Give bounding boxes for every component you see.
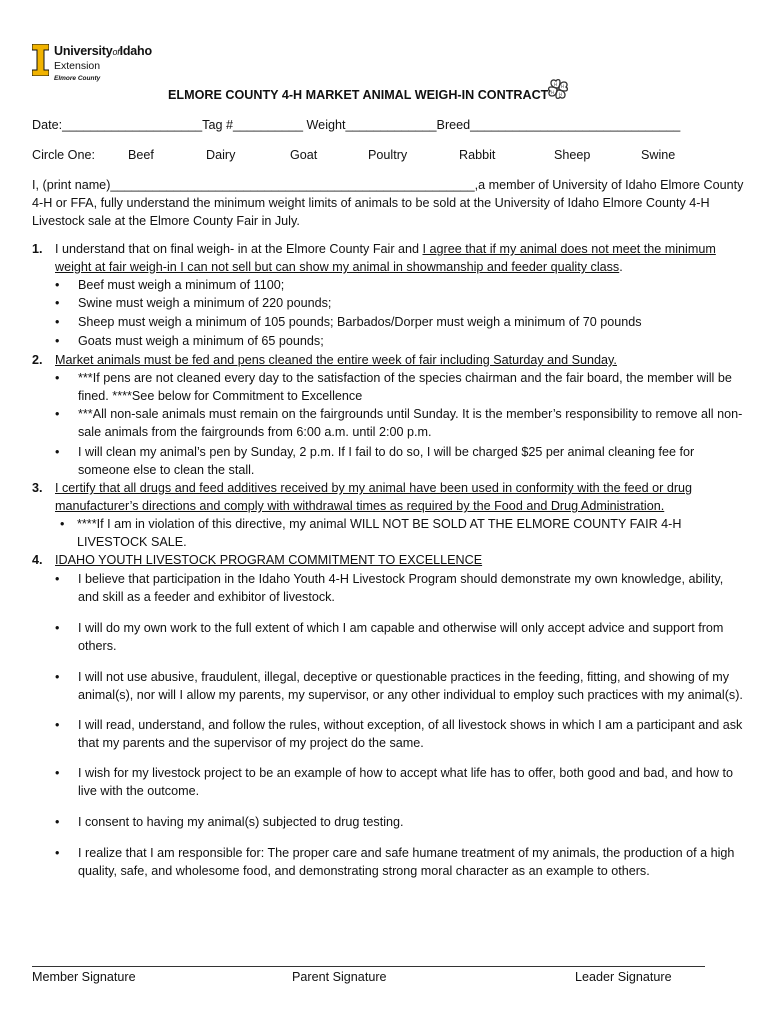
option-goat[interactable]: Goat <box>290 148 318 162</box>
section-4-bullet: • I realize that I am responsible for: The proper care and safe humane treatment of my animals, the production of a high quality, safe, and wholesome food, and demonstrating strong moral character as an example to others. <box>55 846 735 878</box>
signature-line[interactable] <box>32 954 705 967</box>
section-2-bullet: • I will clean my animal’s pen by Sunday, 2 p.m. If I fail to do so, I will be charged $25 per animal cleaning fee for someone else to clean the stall. <box>55 445 695 477</box>
logo-county: Elmore County <box>54 75 101 82</box>
section-3-number: 3. <box>32 481 43 495</box>
svg-text:H: H <box>561 84 565 89</box>
option-poultry[interactable]: Poultry <box>368 148 408 162</box>
4h-clover-icon <box>545 76 571 102</box>
section-1-bullet: • Beef must weigh a minimum of 1100; <box>55 278 285 292</box>
section-2-number: 2. <box>32 353 43 367</box>
intro-paragraph: I, (print name)____________________________________________________,a member of University of Idaho Elmore County 4-H or FFA, fully understand the minimum weight limits of animals to be sold at the University of Idaho Elmore County 4-H Livestock sale at the Elmore County Fair in July. <box>32 178 744 228</box>
option-beef[interactable]: Beef <box>128 148 154 162</box>
svg-text:H: H <box>554 82 558 87</box>
logo-extension: Extension <box>54 60 101 72</box>
document-title: ELMORE COUNTY 4-H MARKET ANIMAL WEIGH-IN CONTRACT <box>168 88 549 102</box>
section-4-text: IDAHO YOUTH LIVESTOCK PROGRAM COMMITMENT TO EXCELLENCE <box>55 553 483 567</box>
idaho-i-logo-icon <box>32 44 49 76</box>
section-3-bullet: • ****If I am in violation of this directive, my animal WILL NOT BE SOLD AT THE ELMORE COUNTY FAIR 4-H LIVESTOCK SALE. <box>60 517 682 549</box>
section-4-bullet: • I will not use abusive, fraudulent, illegal, deceptive or questionable practices in the feeding, fitting, and showing of my animal(s), nor will I allow my parents, my supervisor, or any other individual to employ such practices with my animal(s). <box>55 670 743 702</box>
parent-signature-label: Parent Signature <box>292 970 387 984</box>
section-4-bullet: • I will do my own work to the full extent of which I am capable and otherwise will only accept advice and support from others. <box>55 621 724 653</box>
svg-text:H: H <box>559 92 563 97</box>
member-signature-label: Member Signature <box>32 970 136 984</box>
section-4-bullet: • I wish for my livestock project to be an example of how to accept what life has to offer, both good and bad, and how to live with the outcome. <box>55 766 734 798</box>
option-swine[interactable]: Swine <box>641 148 676 162</box>
date-tag-weight-breed-row[interactable]: Date:____________________Tag #__________ Weight_____________Breed______________________________ <box>32 118 681 132</box>
leader-signature-label: Leader Signature <box>575 970 672 984</box>
section-3-text-line1: I certify that all drugs and feed additives received by my animal have been used in conformity with the feed or drug <box>55 481 693 495</box>
option-sheep[interactable]: Sheep <box>554 148 591 162</box>
section-1-bullet: • Goats must weigh a minimum of 65 pounds; <box>55 334 324 348</box>
section-4-bullet: • I believe that participation in the Idaho Youth 4-H Livestock Program should demonstrate my own knowledge, ability, and skill as a feeder and exhibitor of livestock. <box>55 572 724 604</box>
section-4-bullet: • I consent to having my animal(s) subjected to drug testing. <box>55 815 404 829</box>
option-dairy[interactable]: Dairy <box>206 148 236 162</box>
section-2-bullet: • ***If pens are not cleaned every day to the satisfaction of the species chairman and the fair board, the member will be fined. ****See below for Commitment to Excellence <box>55 371 732 403</box>
section-4-bullet: • I will read, understand, and follow the rules, without exception, of all livestock shows in which I am a participant and ask that my parents and the supervisor of my project do the same. <box>55 718 743 750</box>
section-1-text-line1: I understand that on final weigh- in at the Elmore County Fair and I agree that if my animal does not meet the minimum <box>55 242 716 256</box>
circle-one-row <box>32 146 752 164</box>
section-1-bullet: • Swine must weigh a minimum of 220 pounds; <box>55 296 332 310</box>
section-1-text-line2: weight at fair weigh-in I can not sell but can show my animal in showmanship and feeder quality class. <box>55 260 623 274</box>
section-3-text-line2: manufacturer’s directions and comply with withdrawal times as required by the Food and Drug Administration. <box>55 499 665 513</box>
logo-university-name: UniversityofIdaho <box>54 44 152 58</box>
option-rabbit[interactable]: Rabbit <box>459 148 496 162</box>
section-1-number: 1. <box>32 242 43 256</box>
section-1-bullet: • Sheep must weigh a minimum of 105 pounds; Barbados/Dorper must weigh a minimum of 70 pounds <box>55 315 642 329</box>
section-2-text: Market animals must be fed and pens cleaned the entire week of fair including Saturday and Sunday. <box>55 353 617 367</box>
university-logo <box>32 44 172 82</box>
svg-text:H: H <box>551 90 555 95</box>
section-2-bullet: • ***All non-sale animals must remain on the fairgrounds until Sunday. It is the member’s responsibility to remove all non-sale animals from the fairgrounds from 6:00 a.m. until 2:00 p.m. <box>55 407 743 439</box>
section-4-number: 4. <box>32 553 43 567</box>
circle-one-label: Circle One: <box>32 148 95 162</box>
